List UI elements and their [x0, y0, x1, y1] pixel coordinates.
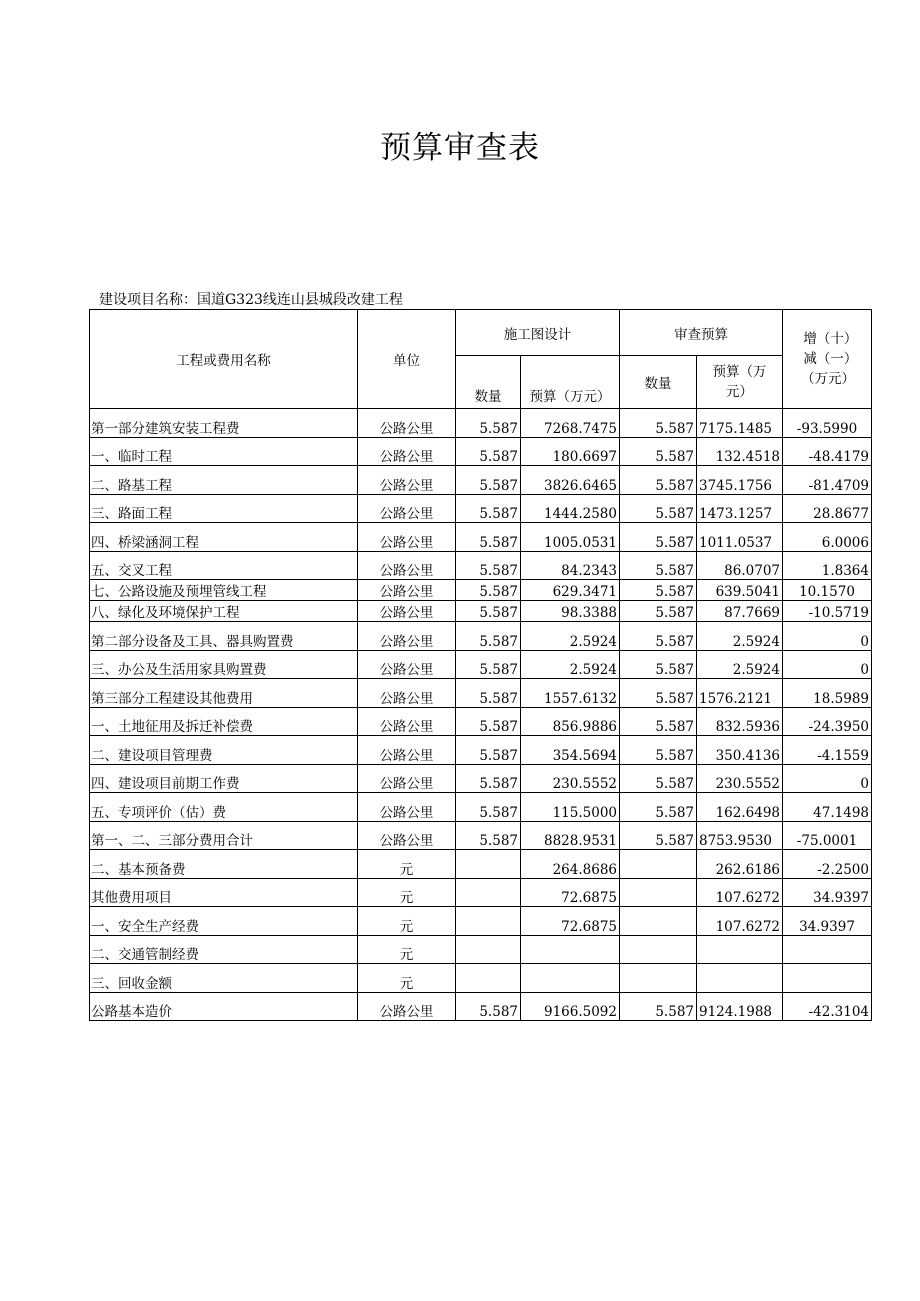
row-review-qty: 5.587: [620, 437, 697, 466]
row-design-budget: 180.6697: [521, 437, 620, 466]
row-change: 34.9397: [783, 878, 872, 907]
row-design-qty: 5.587: [456, 650, 521, 679]
row-change: 28.8677: [783, 494, 872, 523]
row-review-qty: [620, 850, 697, 879]
row-review-qty: 5.587: [620, 523, 697, 552]
row-design-budget: 264.8686: [521, 850, 620, 879]
header-review-qty: 数量: [620, 356, 697, 409]
header-design-qty: 数量: [456, 356, 521, 409]
row-name: 一、安全生产经费: [90, 907, 358, 936]
row-review-budget: [697, 964, 783, 993]
row-change: 1.8364: [783, 551, 872, 580]
row-design-budget: [521, 964, 620, 993]
row-change: 6.0006: [783, 523, 872, 552]
table-row: [90, 850, 872, 879]
row-review-qty: 5.587: [620, 622, 697, 651]
row-design-budget: 7268.7475: [521, 409, 620, 438]
row-change: -48.4179: [783, 437, 872, 466]
row-design-budget: 84.2343: [521, 551, 620, 580]
row-design-qty: [456, 907, 521, 936]
row-design-budget: [521, 935, 620, 964]
row-unit: 元: [358, 907, 456, 936]
row-name: 第三部分工程建设其他费用: [90, 679, 358, 708]
row-design-budget: 1557.6132: [521, 679, 620, 708]
header-change: 增（十）减（一）（万元）: [783, 310, 872, 409]
row-change: -24.3950: [783, 707, 872, 736]
row-design-qty: 5.587: [456, 793, 521, 822]
row-unit: 公路公里: [358, 466, 456, 495]
row-change: -75.0001: [783, 821, 872, 850]
row-name: 第二部分设备及工具、器具购置费: [90, 622, 358, 651]
row-name: 公路基本造价: [90, 992, 358, 1021]
row-unit: 公路公里: [358, 580, 456, 601]
header-review-group: 审查预算: [620, 310, 783, 356]
row-review-qty: [620, 935, 697, 964]
row-design-qty: 5.587: [456, 821, 521, 850]
row-review-qty: 5.587: [620, 466, 697, 495]
row-design-budget: 230.5552: [521, 764, 620, 793]
row-design-budget: 3826.6465: [521, 466, 620, 495]
table-row: [90, 437, 872, 466]
table-row: [90, 935, 872, 964]
row-unit: 元: [358, 878, 456, 907]
row-unit: 元: [358, 964, 456, 993]
row-change: -2.2500: [783, 850, 872, 879]
table-row: [90, 878, 872, 907]
row-name: 其他费用项目: [90, 878, 358, 907]
row-design-qty: [456, 850, 521, 879]
row-name: 七、公路设施及预埋管线工程: [90, 580, 358, 601]
table-row: [90, 622, 872, 651]
row-review-budget: 87.7669: [697, 601, 783, 622]
row-review-budget: 8753.9530: [697, 821, 783, 850]
row-design-budget: 1444.2580: [521, 494, 620, 523]
header-design-group: 施工图设计: [456, 310, 620, 356]
row-review-qty: 5.587: [620, 992, 697, 1021]
row-design-qty: 5.587: [456, 494, 521, 523]
row-name: 第一、二、三部分费用合计: [90, 821, 358, 850]
row-name: 二、交通管制经费: [90, 935, 358, 964]
table-row: [90, 764, 872, 793]
row-change: -10.5719: [783, 601, 872, 622]
row-design-qty: [456, 878, 521, 907]
row-review-budget: 350.4136: [697, 736, 783, 765]
table-row: [90, 523, 872, 552]
table-row: [90, 580, 872, 601]
row-unit: 公路公里: [358, 494, 456, 523]
row-unit: 元: [358, 935, 456, 964]
row-unit: 公路公里: [358, 707, 456, 736]
row-review-budget: 107.6272: [697, 878, 783, 907]
row-design-qty: 5.587: [456, 551, 521, 580]
table-row: [90, 551, 872, 580]
row-review-budget: 3745.1756: [697, 466, 783, 495]
row-change: -93.5990: [783, 409, 872, 438]
row-change: 0: [783, 650, 872, 679]
row-review-qty: 5.587: [620, 494, 697, 523]
row-review-budget: 2.5924: [697, 622, 783, 651]
table-row: [90, 409, 872, 438]
row-review-budget: 9124.1988: [697, 992, 783, 1021]
row-unit: 公路公里: [358, 622, 456, 651]
row-design-qty: 5.587: [456, 707, 521, 736]
table-row: [90, 650, 872, 679]
row-design-budget: 72.6875: [521, 878, 620, 907]
row-name: 五、专项评价（估）费: [90, 793, 358, 822]
row-change: 0: [783, 622, 872, 651]
row-change: -81.4709: [783, 466, 872, 495]
row-review-budget: 639.5041: [697, 580, 783, 601]
row-change: 47.1498: [783, 793, 872, 822]
row-change: [783, 935, 872, 964]
row-name: 五、交叉工程: [90, 551, 358, 580]
budget-review-table: [89, 309, 872, 1021]
row-change: 0: [783, 764, 872, 793]
row-review-budget: 832.5936: [697, 707, 783, 736]
row-design-qty: 5.587: [456, 992, 521, 1021]
row-design-budget: 2.5924: [521, 650, 620, 679]
row-review-qty: 5.587: [620, 764, 697, 793]
row-change: 18.5989: [783, 679, 872, 708]
row-review-qty: 5.587: [620, 679, 697, 708]
row-unit: 公路公里: [358, 437, 456, 466]
row-design-budget: 629.3471: [521, 580, 620, 601]
row-name: 二、路基工程: [90, 466, 358, 495]
row-review-qty: 5.587: [620, 793, 697, 822]
row-review-budget: 7175.1485: [697, 409, 783, 438]
row-change: -4.1559: [783, 736, 872, 765]
row-design-budget: 2.5924: [521, 622, 620, 651]
row-unit: 公路公里: [358, 409, 456, 438]
row-unit: 元: [358, 850, 456, 879]
row-review-budget: 262.6186: [697, 850, 783, 879]
row-review-qty: [620, 878, 697, 907]
row-review-qty: 5.587: [620, 650, 697, 679]
row-unit: 公路公里: [358, 793, 456, 822]
row-unit: 公路公里: [358, 523, 456, 552]
header-unit: 单位: [358, 310, 456, 409]
row-review-budget: 1576.2121: [697, 679, 783, 708]
row-design-budget: 354.5694: [521, 736, 620, 765]
table-row: [90, 907, 872, 936]
row-design-qty: 5.587: [456, 736, 521, 765]
row-change: [783, 964, 872, 993]
page-title: 预算审查表: [380, 130, 540, 166]
row-review-qty: 5.587: [620, 580, 697, 601]
header-name: 工程或费用名称: [90, 310, 358, 409]
row-unit: 公路公里: [358, 821, 456, 850]
row-name: 四、建设项目前期工作费: [90, 764, 358, 793]
row-review-budget: 1011.0537: [697, 523, 783, 552]
row-design-budget: 1005.0531: [521, 523, 620, 552]
row-design-qty: 5.587: [456, 437, 521, 466]
table-row: [90, 466, 872, 495]
table-row: [90, 992, 872, 1021]
table-row: [90, 707, 872, 736]
project-name-label: 建设项目名称：国道G323线连山县城段改建工程: [99, 292, 403, 308]
row-name: 二、建设项目管理费: [90, 736, 358, 765]
header-design-budget: 预算（万元）: [521, 356, 620, 409]
row-unit: 公路公里: [358, 601, 456, 622]
row-design-budget: 115.5000: [521, 793, 620, 822]
row-review-qty: 5.587: [620, 409, 697, 438]
row-design-qty: 5.587: [456, 409, 521, 438]
row-design-qty: 5.587: [456, 466, 521, 495]
row-design-qty: 5.587: [456, 601, 521, 622]
row-review-budget: 107.6272: [697, 907, 783, 936]
row-design-qty: 5.587: [456, 679, 521, 708]
row-design-qty: [456, 935, 521, 964]
row-review-qty: 5.587: [620, 821, 697, 850]
header-review-budget: 预算（万元）: [697, 356, 783, 409]
row-design-qty: 5.587: [456, 764, 521, 793]
row-change: 34.9397: [783, 907, 872, 936]
row-name: 三、回收金额: [90, 964, 358, 993]
row-change: -42.3104: [783, 992, 872, 1021]
table-body: [90, 409, 872, 1021]
row-design-budget: 856.9886: [521, 707, 620, 736]
table-row: [90, 793, 872, 822]
row-change: 10.1570: [783, 580, 872, 601]
table-row: [90, 601, 872, 622]
row-name: 八、绿化及环境保护工程: [90, 601, 358, 622]
row-name: 二、基本预备费: [90, 850, 358, 879]
row-design-budget: 8828.9531: [521, 821, 620, 850]
row-review-budget: 2.5924: [697, 650, 783, 679]
row-review-budget: 1473.1257: [697, 494, 783, 523]
row-name: 一、临时工程: [90, 437, 358, 466]
row-design-qty: 5.587: [456, 580, 521, 601]
row-review-budget: [697, 935, 783, 964]
row-design-budget: 9166.5092: [521, 992, 620, 1021]
row-review-budget: 230.5552: [697, 764, 783, 793]
row-review-qty: [620, 964, 697, 993]
row-unit: 公路公里: [358, 736, 456, 765]
table-row: [90, 964, 872, 993]
row-name: 四、桥梁涵洞工程: [90, 523, 358, 552]
table-row: [90, 736, 872, 765]
row-design-qty: [456, 964, 521, 993]
row-review-qty: 5.587: [620, 736, 697, 765]
row-name: 第一部分建筑安装工程费: [90, 409, 358, 438]
table-row: [90, 494, 872, 523]
row-unit: 公路公里: [358, 992, 456, 1021]
row-unit: 公路公里: [358, 551, 456, 580]
row-review-budget: 132.4518: [697, 437, 783, 466]
row-name: 三、路面工程: [90, 494, 358, 523]
row-review-budget: 162.6498: [697, 793, 783, 822]
row-unit: 公路公里: [358, 650, 456, 679]
row-design-budget: 72.6875: [521, 907, 620, 936]
row-design-budget: 98.3388: [521, 601, 620, 622]
table-row: [90, 821, 872, 850]
row-design-qty: 5.587: [456, 523, 521, 552]
table-row: [90, 679, 872, 708]
row-name: 三、办公及生活用家具购置费: [90, 650, 358, 679]
row-review-qty: 5.587: [620, 601, 697, 622]
row-unit: 公路公里: [358, 679, 456, 708]
row-name: 一、土地征用及拆迁补偿费: [90, 707, 358, 736]
row-review-budget: 86.0707: [697, 551, 783, 580]
row-review-qty: 5.587: [620, 707, 697, 736]
row-unit: 公路公里: [358, 764, 456, 793]
row-review-qty: [620, 907, 697, 936]
row-design-qty: 5.587: [456, 622, 521, 651]
row-review-qty: 5.587: [620, 551, 697, 580]
